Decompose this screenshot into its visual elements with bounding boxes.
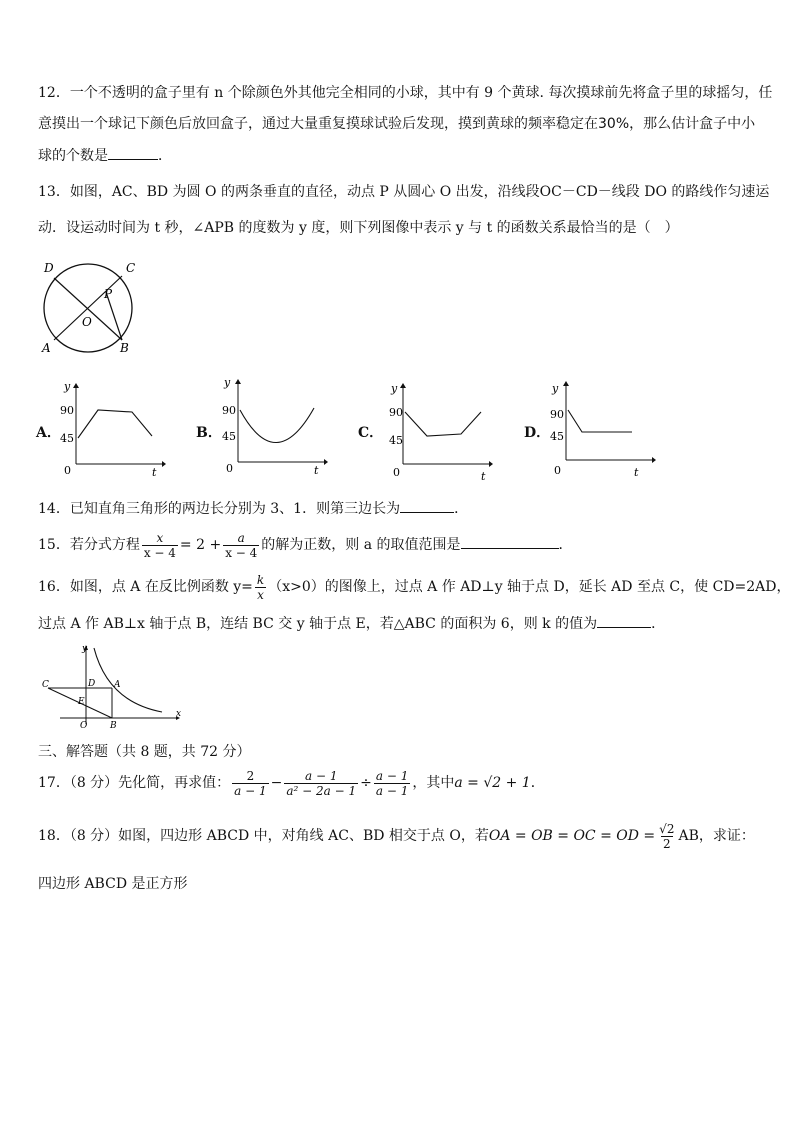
q17-op1: − xyxy=(270,775,283,791)
q15-line xyxy=(38,530,573,560)
label-c: C xyxy=(126,261,136,275)
label-d: D xyxy=(88,679,96,689)
label-b: B xyxy=(120,341,129,355)
curve xyxy=(78,410,152,438)
q17-line xyxy=(38,766,545,800)
label-o: O xyxy=(80,721,88,730)
y-arrow-icon xyxy=(73,383,79,388)
y-arrow-icon xyxy=(563,381,569,386)
q17-end: ． xyxy=(530,775,545,791)
x-arrow-icon xyxy=(162,461,166,467)
tick-45: 45 xyxy=(222,430,236,443)
q12-line1: 12．一个不透明的盒子里有 n 个除颜色外其他完全相同的小球，其中有 9 个黄球. 每次摸球前先将盒子里的球摇匀，任 xyxy=(38,85,773,101)
q18-suffix: AB，求证： xyxy=(678,828,755,844)
q12-line3 xyxy=(38,145,172,166)
option-d-label[interactable]: D． xyxy=(524,425,551,441)
q15-fraction-2: $\frac{a}{x - 4}$ xyxy=(225,530,258,560)
q17-fraction-3: $\frac{a - 1}{a - 1}$ xyxy=(375,768,409,798)
x-label: t xyxy=(634,466,639,479)
x-arrow-icon xyxy=(489,461,493,467)
q13-line2: 动．设运动时间为 t 秒，∠APB 的度数为 y 度，则下列图像中表示 y 与 t 的函数关系最恰当的是（ ） xyxy=(38,220,679,236)
tick-45: 45 xyxy=(389,434,403,447)
q14-text: 14．已知直角三角形的两边长分别为 3、1．则第三边长为 xyxy=(38,501,401,517)
x-arrow-icon xyxy=(324,459,328,465)
q17-fraction-2: $\frac{a - 1}{\text{a² − 2a − 1}}$ xyxy=(286,768,357,798)
q16-answer-blank[interactable] xyxy=(597,613,651,628)
q17-prefix: 17．（8 分）先化简，再求值： xyxy=(38,775,231,791)
origin: 0 xyxy=(393,466,400,479)
y-label: y xyxy=(552,382,559,395)
section-3-title: 三、解答题（共 8 题，共 72 分） xyxy=(38,744,251,760)
y-arrow-icon xyxy=(400,383,406,388)
option-d-graph[interactable] xyxy=(546,380,658,480)
label-c: C xyxy=(42,680,49,690)
q12-line3-text: 球的个数是 xyxy=(38,148,108,164)
label-o: O xyxy=(82,315,92,329)
q17-fraction-1: $\frac{2}{a - 1}$ xyxy=(234,768,267,798)
origin: 0 xyxy=(226,462,233,475)
q16-line2-text: 过点 A 作 AB⊥x 轴于点 B，连结 BC 交 y 轴于点 E，若△ABC 的面积为 6，则 k 的值为 xyxy=(38,616,598,632)
y-label: y xyxy=(64,380,71,393)
q15-fraction-1: $\frac{x}{x - 4}$ xyxy=(143,530,176,560)
curve xyxy=(405,412,481,436)
hyperbola xyxy=(94,648,162,712)
q12-line2-a: 意摸出一个球记下颜色后放回盒子，通过大量重复摸球试验后发现，摸到黄球的频率稳定在 xyxy=(38,116,598,132)
q18-line2: 四边形 ABCD 是正方形 xyxy=(38,876,188,892)
q16-line1-b: （x>0）的图像上，过点 A 作 AD⊥y 轴于点 D，延长 AD 至点 C，使 CD=2AD， xyxy=(268,579,791,595)
q12-end: ． xyxy=(158,148,172,164)
curve xyxy=(568,410,632,432)
q18-fraction: $\frac{√2}{2}$ xyxy=(659,821,675,851)
tick-45: 45 xyxy=(60,432,74,445)
q14-line xyxy=(38,498,468,519)
q16-line1 xyxy=(38,572,791,602)
label-d: D xyxy=(44,261,54,275)
label-x: x xyxy=(176,709,182,719)
origin: 0 xyxy=(64,464,71,477)
q16-line1-a: 16．如图，点 A 在反比例函数 y= xyxy=(38,579,253,595)
tick-90: 90 xyxy=(389,406,403,419)
tick-90: 90 xyxy=(550,408,564,421)
x-label: t xyxy=(481,470,486,483)
option-c-label[interactable]: C． xyxy=(358,425,384,441)
q18-equation: OA = OB = OC = OD = xyxy=(488,828,656,844)
label-p: P xyxy=(104,287,113,301)
q17-suffix: ，其中 xyxy=(412,775,455,791)
tick-90: 90 xyxy=(222,404,236,417)
option-b-graph[interactable] xyxy=(218,376,328,476)
q12-line2-b: ，那么估计盒子中小 xyxy=(629,116,756,132)
option-a-graph[interactable] xyxy=(56,380,166,480)
q16-line2 xyxy=(38,613,665,634)
q12-percent: 30% xyxy=(598,116,630,132)
q12-line2 xyxy=(38,114,755,134)
q16-figure xyxy=(38,642,188,730)
label-e: E xyxy=(78,697,85,707)
q17-value: a = √2 + 1 xyxy=(454,775,531,791)
q18-line1 xyxy=(38,818,755,854)
q16-fraction: $\frac{k}{x}$ xyxy=(256,572,265,602)
q15-suffix: 的解为正数，则 a 的取值范围是 xyxy=(261,537,461,553)
tick-90: 90 xyxy=(60,404,74,417)
q15-end: ． xyxy=(558,537,573,553)
x-label: t xyxy=(152,466,157,479)
option-a-label[interactable]: A． xyxy=(36,425,61,441)
curve xyxy=(240,408,314,443)
q15-prefix: 15．若分式方程 xyxy=(38,537,140,553)
option-c-graph[interactable] xyxy=(385,380,495,484)
q16-end: ． xyxy=(651,616,666,632)
q14-end: ． xyxy=(454,501,469,517)
y-label: y xyxy=(391,382,398,395)
q12-answer-blank[interactable] xyxy=(108,145,158,160)
label-b: B xyxy=(110,721,117,730)
q14-answer-blank[interactable] xyxy=(400,498,454,513)
q17-op2: ÷ xyxy=(360,775,372,791)
tick-45: 45 xyxy=(550,430,564,443)
q15-mid: = 2 + xyxy=(179,537,222,553)
q18-prefix: 18．（8 分）如图，四边形 ABCD 中，对角线 AC、BD 相交于点 O，若 xyxy=(38,828,489,844)
x-label: t xyxy=(314,464,319,476)
y-arrow-icon xyxy=(235,379,241,384)
y-label: y xyxy=(224,376,231,389)
q13-line1: 13．如图，AC、BD 为圆 O 的两条垂直的直径，动点 P 从圆心 O 出发，沿线段OC－CD－线段 DO 的路线作匀速运 xyxy=(38,184,770,200)
q13-circle-figure xyxy=(36,256,146,356)
label-y: y xyxy=(82,644,88,654)
x-arrow-icon xyxy=(652,457,656,463)
label-a: A xyxy=(114,680,121,690)
origin: 0 xyxy=(554,464,561,477)
q15-answer-blank[interactable] xyxy=(461,534,559,549)
option-b-label[interactable]: B． xyxy=(196,425,222,441)
label-a: A xyxy=(42,341,51,355)
